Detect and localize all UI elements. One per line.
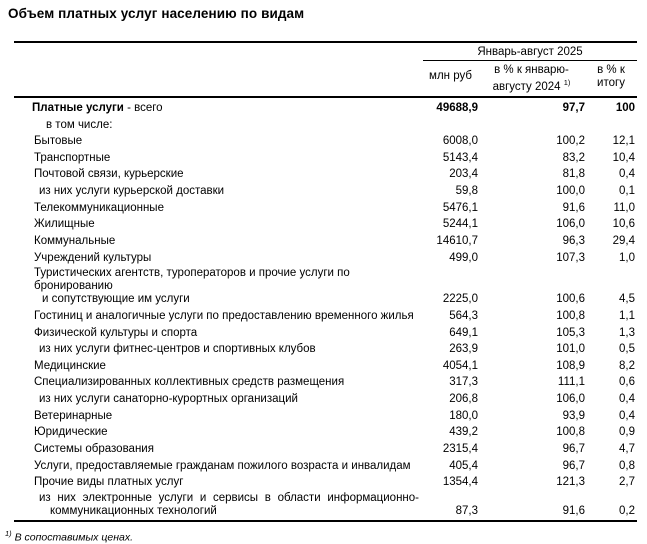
table-row (14, 309, 637, 326)
value-mln-rub: 6008,0 (442, 135, 478, 148)
table-row (14, 117, 637, 134)
table-row (14, 375, 637, 392)
value-percent-total: 4,7 (619, 443, 635, 455)
value-percent-prev-year: 101,0 (556, 343, 585, 356)
table-row (14, 251, 637, 268)
row-label (14, 252, 423, 265)
table-row (14, 101, 637, 118)
value-mln-rub: 206,8 (449, 393, 478, 406)
value-percent-prev-year: 93,9 (562, 409, 585, 422)
column-header-mln-rub: млн руб (429, 70, 472, 82)
table-row (14, 201, 637, 218)
value-mln-rub: 317,3 (449, 376, 478, 389)
value-percent-total: 8,2 (619, 359, 635, 372)
row-label-text: из них услуги курьерской доставки (39, 185, 225, 198)
value-percent-total: 0,2 (619, 504, 635, 517)
value-percent-total: 100 (615, 101, 635, 114)
value-mln-rub: 649,1 (449, 326, 478, 339)
row-label (14, 168, 423, 181)
column-header-percent-total (585, 64, 637, 93)
value-percent-prev-year: 96,3 (562, 235, 585, 247)
value-mln-rub: 87,3 (455, 504, 478, 517)
value-percent-total: 0,5 (619, 343, 635, 356)
services-table (14, 41, 637, 522)
column-header-percent-prev-year (478, 64, 585, 93)
row-label (14, 376, 423, 389)
row-label-text: Транспортные (34, 151, 111, 164)
table-row (14, 459, 637, 476)
value-percent-prev-year: 81,8 (562, 168, 585, 181)
row-label (14, 218, 423, 231)
row-label-text: Гостиниц и аналогичные услуги по предоставлению временного жилья (34, 309, 414, 322)
row-label-text: в том числе: (46, 118, 113, 131)
row-label (14, 426, 423, 439)
value-percent-total: 0,9 (619, 426, 635, 439)
row-label (14, 343, 423, 356)
value-mln-rub: 1354,4 (442, 476, 478, 489)
value-percent-prev-year: 100,8 (556, 309, 585, 322)
table-row (14, 492, 637, 521)
table-row (14, 167, 637, 184)
row-label-bold: Платные услуги (32, 101, 124, 114)
table-row (14, 475, 637, 492)
row-label-text: Бытовые (34, 135, 83, 148)
row-label (14, 393, 423, 406)
value-percent-total: 1,1 (619, 309, 635, 322)
value-mln-rub: 59,8 (455, 185, 478, 198)
value-percent-total: 0,4 (619, 409, 635, 422)
value-percent-prev-year: 106,0 (556, 393, 585, 406)
header-spacer (14, 43, 423, 96)
value-mln-rub: 14610,7 (436, 235, 478, 247)
value-percent-prev-year: 108,9 (556, 359, 585, 372)
row-label-text: - всего (123, 101, 163, 114)
row-label (14, 119, 423, 132)
value-percent-prev-year: 105,3 (556, 326, 585, 339)
document-page (0, 6, 647, 544)
value-mln-rub: 5143,4 (442, 151, 478, 164)
footnote-text: В сопоставимых ценах. (14, 531, 133, 544)
value-percent-prev-year: 100,8 (556, 426, 585, 439)
table-row (14, 325, 637, 342)
row-label-text: Ветеринарные (34, 409, 113, 422)
row-label (14, 310, 423, 323)
col2-line2: августу 2024 (492, 80, 561, 93)
value-percent-total: 0,1 (619, 185, 635, 198)
row-label-line2: и сопутствующие им услуги (42, 293, 190, 306)
row-label (14, 267, 423, 306)
value-mln-rub: 499,0 (449, 251, 478, 264)
row-label (14, 492, 423, 518)
value-percent-prev-year: 96,7 (562, 459, 585, 472)
value-percent-total: 10,4 (612, 151, 635, 164)
row-label-text: Физической культуры и спорта (34, 326, 198, 339)
row-label-text: Почтовой связи, курьерские (34, 168, 184, 181)
row-label-text: Медицинские (34, 359, 106, 372)
row-label-text: Туристических агентств, туроператоров и прочие услуги по бронированию (34, 267, 350, 293)
row-label (14, 460, 423, 473)
value-percent-total: 0,4 (619, 393, 635, 406)
row-label (14, 327, 423, 340)
value-mln-rub: 180,0 (449, 409, 478, 422)
row-label (14, 360, 423, 373)
value-mln-rub: 439,2 (449, 426, 478, 439)
value-percent-total: 0,4 (619, 168, 635, 181)
row-label (14, 185, 423, 198)
value-percent-total: 1,0 (619, 251, 635, 264)
value-mln-rub: 4054,1 (442, 359, 478, 372)
value-percent-prev-year: 97,7 (562, 101, 585, 114)
value-percent-total: 12,1 (612, 135, 635, 148)
value-mln-rub: 5244,1 (442, 218, 478, 231)
table-row (14, 151, 637, 168)
value-percent-total: 29,4 (612, 235, 635, 247)
value-mln-rub: 405,4 (449, 459, 478, 472)
row-label-text: из них электронные услуги и сервисы в области информационно- (39, 491, 419, 504)
row-label-text: Системы образования (34, 443, 154, 455)
value-mln-rub: 49688,9 (436, 101, 478, 114)
row-label (14, 476, 423, 489)
table-row (14, 409, 637, 426)
value-percent-prev-year: 111,1 (557, 376, 585, 389)
value-mln-rub: 263,9 (449, 343, 478, 356)
table-row (14, 234, 637, 251)
table-header (14, 41, 637, 98)
value-mln-rub: 564,3 (449, 309, 478, 322)
table-row (14, 392, 637, 409)
row-label-text: Юридические (34, 426, 108, 439)
footnote-marker-ref: 1) (563, 77, 571, 87)
col3-line1: в % к (597, 64, 625, 76)
table-row (14, 134, 637, 151)
row-label (14, 102, 423, 115)
value-percent-total: 0,8 (619, 459, 635, 472)
value-percent-total: 11,0 (613, 201, 635, 214)
value-percent-prev-year: 91,6 (562, 504, 585, 517)
row-label-text: Услуги, предоставляемые гражданам пожилого возраста и инвалидам (34, 459, 411, 472)
table-row (14, 184, 637, 201)
value-mln-rub: 203,4 (449, 168, 478, 181)
row-label (14, 235, 423, 248)
row-label-text: Специализированных коллективных средств размещения (34, 376, 345, 389)
value-percent-total: 0,6 (619, 376, 635, 389)
row-label-text: Телекоммуникационные (34, 201, 164, 214)
footnote-marker: 1) (5, 529, 12, 539)
value-percent-prev-year: 100,6 (556, 293, 585, 306)
value-percent-total: 4,5 (619, 293, 635, 306)
table-row (14, 267, 637, 309)
value-percent-prev-year: 121,3 (556, 476, 585, 489)
footnote (5, 529, 647, 544)
row-label (14, 135, 423, 148)
period-header: Январь-август 2025 (423, 43, 637, 61)
page-title: Объем платных услуг населению по видам (8, 6, 305, 21)
table-row (14, 359, 637, 376)
value-percent-prev-year: 83,2 (562, 151, 585, 164)
row-label (14, 410, 423, 423)
row-label-text: из них услуги санаторно-курортных организаций (39, 393, 298, 406)
value-percent-prev-year: 100,2 (556, 135, 585, 148)
value-percent-prev-year: 106,0 (556, 218, 585, 231)
row-label-text: из них услуги фитнес-центров и спортивных клубов (39, 343, 316, 356)
value-percent-prev-year: 100,0 (556, 185, 585, 198)
value-percent-total: 10,6 (612, 218, 635, 231)
value-percent-prev-year: 107,3 (556, 251, 585, 264)
table-row (14, 217, 637, 234)
value-mln-rub: 5476,1 (442, 201, 478, 214)
row-label-text: Учреждений культуры (34, 251, 152, 264)
row-label-line2: коммуникационных технологий (50, 504, 217, 517)
value-percent-prev-year: 91,6 (562, 201, 585, 214)
table-row (14, 342, 637, 359)
row-label-text: Жилищные (34, 218, 95, 231)
row-label (14, 202, 423, 215)
col3-line2: итогу (597, 76, 625, 89)
row-label-text: Прочие виды платных услуг (34, 476, 184, 489)
col2-line1: в % к январю- (494, 64, 569, 76)
value-percent-total: 1,3 (619, 326, 635, 339)
value-percent-total: 2,7 (619, 476, 635, 489)
row-label (14, 443, 423, 456)
value-mln-rub: 2225,0 (442, 293, 478, 306)
row-label (14, 152, 423, 165)
row-label-text: Коммунальные (34, 235, 116, 247)
value-percent-prev-year: 96,7 (562, 443, 585, 455)
table-row (14, 442, 637, 459)
value-mln-rub: 2315,4 (442, 443, 478, 455)
table-row (14, 425, 637, 442)
table-body (14, 98, 637, 523)
